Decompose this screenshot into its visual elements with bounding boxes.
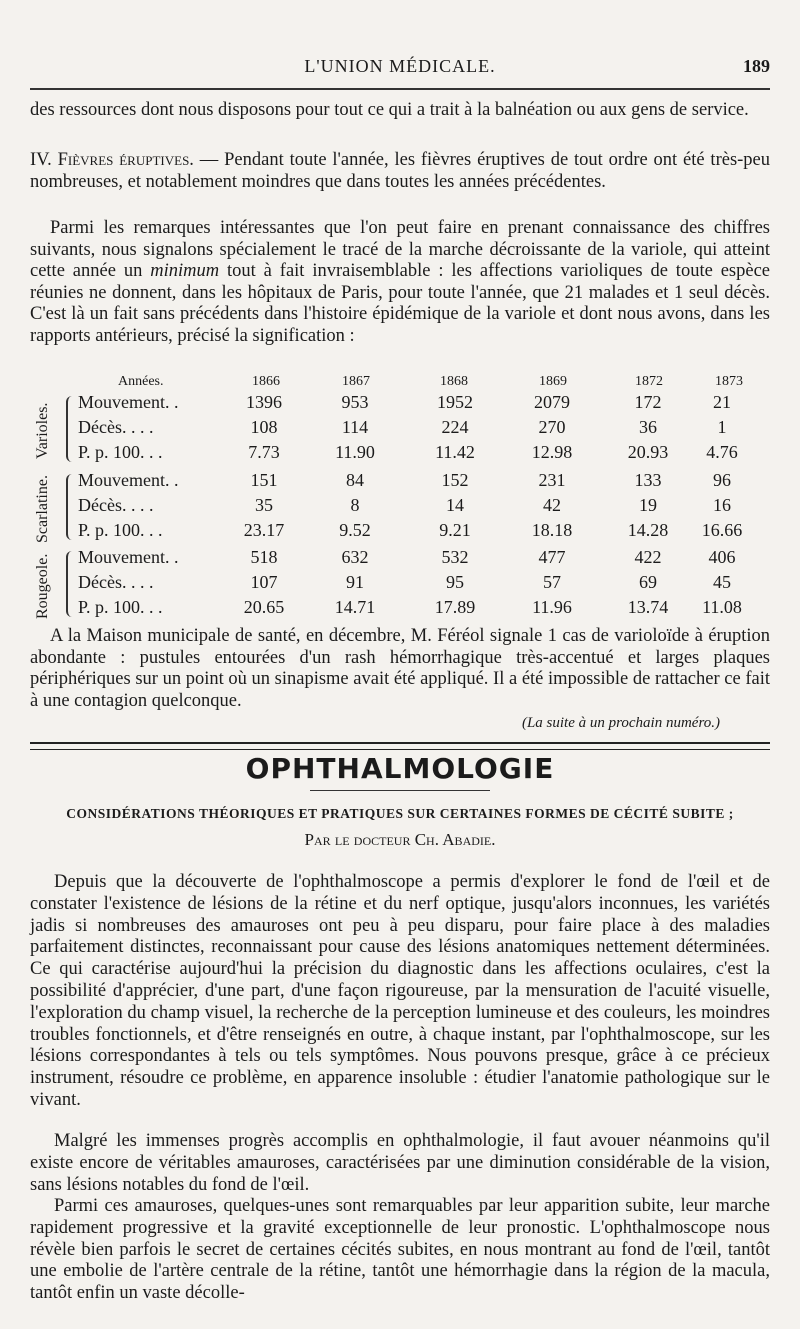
table-cell: 20.93: [627, 442, 669, 462]
paragraph-text-b: tout à fait invraisemblable : les affections varioliques de toute espèce réunies ne donnent, dans les hôpitaux de Paris, pour toute l'année, que 21 malades et 1 seul décès. C'est là un fait sans précédents dans l'histoire épidémique de la variole et dont nous avons, dans les rapports antérieurs, précisé la signification :: [30, 261, 770, 346]
table-cell: 16.66: [701, 520, 743, 540]
article-byline: Par le docteur Ch. Abadie.: [304, 830, 496, 849]
table-cell: 224: [441, 417, 469, 437]
running-header: [30, 56, 770, 86]
table-group-scarlatine: [30, 470, 780, 548]
table-cell: 14.28: [627, 520, 669, 540]
table-cell: 2079: [534, 392, 570, 412]
table-cell: 11.42: [435, 442, 475, 462]
table-cell: 270: [538, 417, 566, 437]
table-cell: 23.17: [243, 520, 285, 540]
table-cell: 11.08: [702, 597, 742, 617]
table-cell: 57: [543, 572, 561, 592]
table-row: [30, 547, 780, 571]
section-lead: IV. Fièvres éruptives.: [30, 150, 194, 170]
table-cell: 13.74: [627, 597, 669, 617]
year-header: 1868: [440, 374, 468, 389]
table-cell: 953: [341, 392, 369, 412]
paragraph-variola: [30, 218, 770, 347]
group-label: Varioles.: [34, 402, 51, 460]
table-cell: 35: [255, 495, 273, 515]
table-cell: 17.89: [434, 597, 476, 617]
row-label: Décès. . . .: [78, 417, 154, 437]
row-label: Mouvement. .: [78, 547, 179, 567]
table-cell: 231: [538, 470, 566, 490]
row-label: Décès. . . .: [78, 495, 154, 515]
table-cell: 19: [639, 495, 657, 515]
years-header-label: Années.: [118, 374, 164, 389]
table-row: [30, 417, 780, 441]
table-cell: 7.73: [248, 442, 280, 462]
year-header: 1872: [635, 374, 663, 389]
article-paragraph: Malgré les immenses progrès accomplis en ophthalmologie, il faut avouer néanmoins qu'il existe encore de véritables amauroses, caractérisées par une diminution considérable de la vision, sans lésions notables du fond de l'œil.: [30, 1131, 770, 1195]
table-cell: 84: [346, 470, 364, 490]
table-row: [30, 470, 780, 494]
paragraph-text: — Pendant toute l'année, les fièvres éruptives de tout ordre ont été très-peu nombreuses, et notablement moindres que dans toutes les années précédentes.: [30, 150, 771, 192]
table-row: [30, 572, 780, 596]
article-subtitle: CONSIDÉRATIONS THÉORIQUES ET PRATIQUES SUR CERTAINES FORMES DE CÉCITÉ SUBITE ;: [66, 806, 734, 821]
year-header: 1869: [539, 374, 567, 389]
year-header: 1867: [342, 374, 370, 389]
article-paragraph: Depuis que la découverte de l'ophthalmoscope a permis d'explorer le fond de l'œil et de constater l'existence de lésions de la rétine et du nerf optique, jusqu'alors inconnues, les variétés jadis si nombreuses des amauroses ont peu à peu disparu, pour faire place à des maladies parfaitement distinctes, reconnaissant pour cause des lésions anatomiques nettement déterminées. Ce qui caractérise aujourd'hui la précision du diagnostic dans les affections oculaires, c'est la possibilité d'apprécier, d'une part, d'une façon rigoureuse, par la mensuration de l'acuité visuelle, l'exploration du champ visuel, la recherche de la perception lumineuse et des couleurs, les moindres troubles fonctionnels, et d'être renseignés en outre, à chaque instant, par l'ophthalmoscope, sur les lésions correspondantes à tels ou tels symptômes. Nous pouvons presque, grâce à ce précieux instrument, résoudre ce problème, en apparence insoluble : étudier l'anatomie pathologique sur le vivant.: [30, 872, 770, 1110]
paragraph-text-a: Parmi les remarques intéressantes que l'on peut faire en prenant connaissance des chiffres suivants, nous signalons spécialement le tracé de la marche décroissante de la variole, qui atteint cette année un: [30, 218, 770, 281]
row-label: P. p. 100. . .: [78, 442, 163, 462]
table-cell: 14.71: [334, 597, 376, 617]
table-cell: 42: [543, 495, 561, 515]
table-cell: 477: [538, 547, 566, 567]
table-cell: 532: [441, 547, 469, 567]
table-cell: 406: [708, 547, 736, 567]
table-group-rougeole: [30, 547, 780, 625]
table-cell: 11.90: [335, 442, 375, 462]
table-cell: 9.52: [339, 520, 371, 540]
table-cell: 69: [639, 572, 657, 592]
paragraph-varioloid-case: A la Maison municipale de santé, en décembre, M. Féréol signale 1 cas de varioloïde à éruption abondante : pustules entourées d'un rash hémorrhagique très-accentué et larges plaques périphériques sur un point où un sinapisme avait été appliqué. Il a été impossible de rattacher ce fait à une contagion quelconque.: [30, 626, 770, 711]
article-paragraph: Parmi ces amauroses, quelques-unes sont remarquables par leur apparition subite, leur marche rapidement progressive et la gravité exceptionnelle de leur pronostic. L'ophthalmoscope nous révèle bien parfois le secret de certaines cécités subites, en nous montrant au fond de l'œil, tantôt une embolie de l'artère centrale de la rétine, tantôt une hémorrhagie dans la région de la macula, tantôt enfin un vaste décolle-: [30, 1196, 770, 1304]
table-cell: 21: [713, 392, 731, 412]
row-label: P. p. 100. . .: [78, 520, 163, 540]
table-row: [30, 520, 780, 544]
row-label: Mouvement. .: [78, 392, 179, 412]
table-cell: 9.21: [439, 520, 471, 540]
table-cell: 518: [250, 547, 278, 567]
section-title: OPHTHALMOLOGIE: [245, 752, 555, 785]
table-cell: 11.96: [532, 597, 572, 617]
table-cell: 16: [713, 495, 731, 515]
table-cell: 172: [634, 392, 662, 412]
table-cell: 632: [341, 547, 369, 567]
year-header: 1866: [252, 374, 280, 389]
table-cell: 1396: [246, 392, 282, 412]
paragraph-eruptive-fevers: [30, 150, 770, 193]
table-cell: 114: [341, 417, 369, 437]
table-cell: 91: [346, 572, 364, 592]
table-cell: 8: [350, 495, 360, 515]
table-group-varioles: [30, 392, 780, 470]
page-number: 189: [743, 56, 770, 76]
emphasis-minimum: minimum: [150, 261, 220, 281]
row-label: P. p. 100. . .: [78, 597, 163, 617]
table-cell: 45: [713, 572, 731, 592]
table-cell: 1952: [437, 392, 473, 412]
table-cell: 108: [250, 417, 278, 437]
row-label: Décès. . . .: [78, 572, 154, 592]
title-rule: [310, 790, 490, 791]
table-cell: 4.76: [706, 442, 738, 462]
year-header: 1873: [715, 374, 743, 389]
table-cell: 152: [441, 470, 469, 490]
table-cell: 107: [250, 572, 278, 592]
table-cell: 14: [446, 495, 464, 515]
table-cell: 95: [446, 572, 464, 592]
table-cell: 422: [634, 547, 662, 567]
table-cell: 1: [717, 417, 727, 437]
journal-title: L'UNION MÉDICALE.: [304, 56, 496, 76]
row-label: Mouvement. .: [78, 470, 179, 490]
table-cell: 133: [634, 470, 662, 490]
group-label: Rougeole.: [34, 553, 51, 619]
header-rule: [30, 88, 770, 90]
continued-note: (La suite à un prochain numéro.): [521, 715, 720, 731]
table-row: [30, 597, 780, 621]
table-cell: 18.18: [531, 520, 573, 540]
table-row: [30, 442, 780, 466]
table-cell: 96: [713, 470, 731, 490]
table-cell: 151: [250, 470, 278, 490]
section-divider: [30, 742, 770, 750]
table-row: [30, 495, 780, 519]
paragraph-baths: des ressources dont nous disposons pour tout ce qui a trait à la balnéation ou aux gens de service.: [30, 100, 749, 120]
table-cell: 12.98: [531, 442, 573, 462]
table-row: [30, 392, 780, 416]
table-cell: 20.65: [243, 597, 285, 617]
group-label: Scarlatine.: [34, 475, 51, 543]
table-cell: 36: [639, 417, 657, 437]
statistics-table: [30, 374, 780, 624]
